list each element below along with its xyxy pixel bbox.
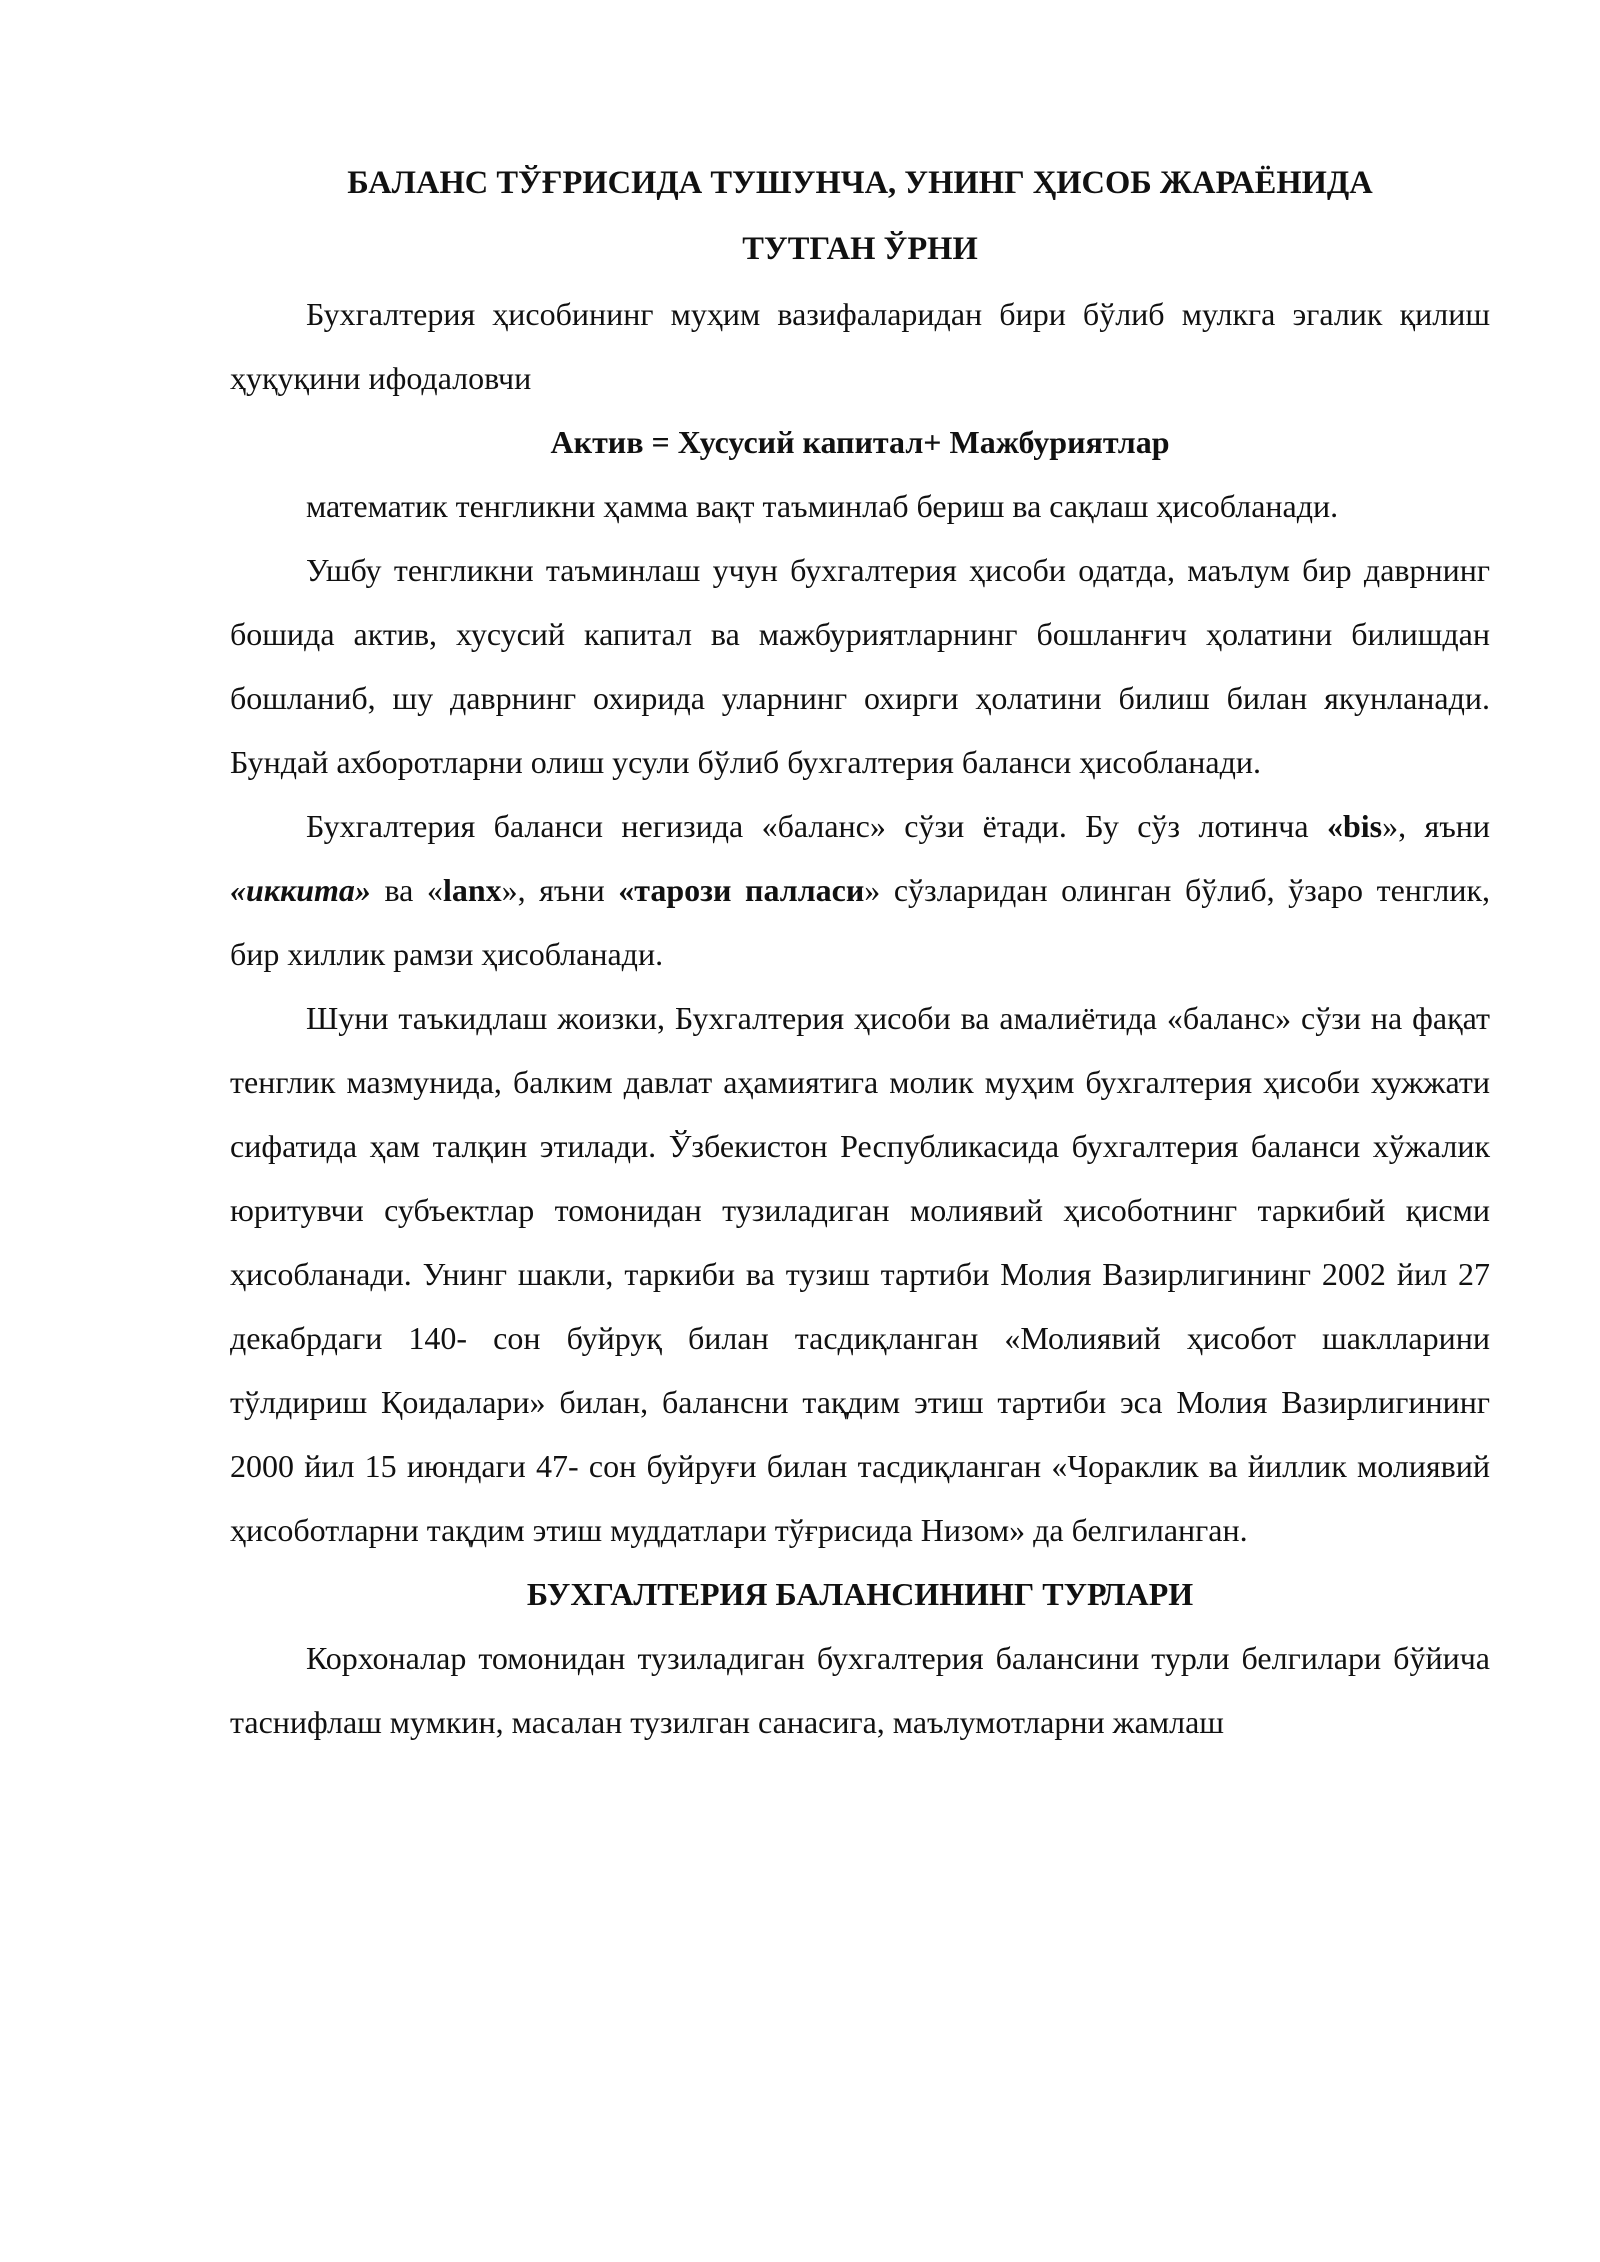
document-page — [230, 150, 1490, 1754]
paragraph-4 — [230, 794, 1490, 986]
p4-text-2: », яъни — [1382, 808, 1491, 844]
p4-bis: «bis — [1326, 808, 1383, 844]
paragraph-6: Корхоналар томонидан тузиладиган бухгалтерия балансини турли белгилари бўйича таснифлаш мумкин, масалан тузилган санасига, маълумотларни жамлаш — [230, 1640, 1490, 1740]
title-line-2: ТУТГАН ЎРНИ — [742, 231, 978, 267]
paragraph-2: математик тенгликни ҳамма вақт таъминлаб бериш ва сақлаш ҳисобланади. — [306, 488, 1339, 524]
p4-ikkita: «иккита» — [230, 872, 371, 908]
section-heading: БУХГАЛТЕРИЯ БАЛАНСИНИНГ ТУРЛАРИ — [526, 1576, 1194, 1612]
paragraph-3: Ушбу тенгликни таъминлаш учун бухгалтерия ҳисоби одатда, маълум бир даврнинг бошида актив, хусусий капитал ва мажбуриятларнинг бошланғич ҳолатини билишдан бошланиб, шу даврнинг охирида уларнинг охирги ҳолатини билиш билан якунланади. Бундай ахборотларни олиш усули бўлиб бухгалтерия баланси ҳисобланади. — [230, 552, 1490, 780]
title-line-1: БАЛАНС ТЎҒРИСИДА ТУШУНЧА, УНИНГ ҲИСОБ ЖАРАЁНИДА — [347, 165, 1373, 201]
document-title — [230, 150, 1490, 282]
paragraph-1: Бухгалтерия ҳисобининг муҳим вазифаларидан бири бўлиб мулкга эгалик қилиш ҳуқуқини ифодаловчи — [230, 296, 1490, 396]
p4-text-3: ва « — [370, 872, 443, 908]
p4-lanx: lanx — [442, 872, 502, 908]
p4-tarozi: «тарози палласи — [618, 872, 865, 908]
p4-text-1: Бухгалтерия баланси негизида «баланс» сўзи ётади. Бу сўз лотинча — [306, 808, 1327, 844]
p4-text-5: » сўзларидан олинган бўлиб, ўзаро тенглик, бир хиллик рамзи ҳисобланади. — [230, 872, 1491, 972]
paragraph-5: Шуни таъкидлаш жоизки, Бухгалтерия ҳисоби ва амалиётида «баланс» сўзи на фақат тенглик мазмунида, балким давлат аҳамиятига молик муҳим бухгалтерия ҳисоби хужжати сифатида ҳам талқин этилади. Ўзбекистон Республикасида бухгалтерия баланси хўжалик юритувчи субъектлар томонидан тузиладиган молиявий ҳисоботнинг таркибий қисми ҳисобланади. Унинг шакли, таркиби ва тузиш тартиби Молия Вазирлигининг 2002 йил 27 декабрдаги 140- сон буйруқ билан тасдиқланган «Молиявий ҳисобот шаклларини тўлдириш Қоидалари» билан, балансни тақдим этиш тартиби эса Молия Вазирлигининг 2000 йил 15 июндаги 47- сон буйруғи билан тасдиқланган «Чораклик ва йиллик молиявий ҳисоботларни тақдим этиш муддатлари тўғрисида Низом» да белгиланган. — [230, 1000, 1490, 1548]
p4-text-4: », яъни — [501, 872, 619, 908]
balance-formula: Актив = Хусусий капитал+ Мажбуриятлар — [550, 424, 1170, 460]
